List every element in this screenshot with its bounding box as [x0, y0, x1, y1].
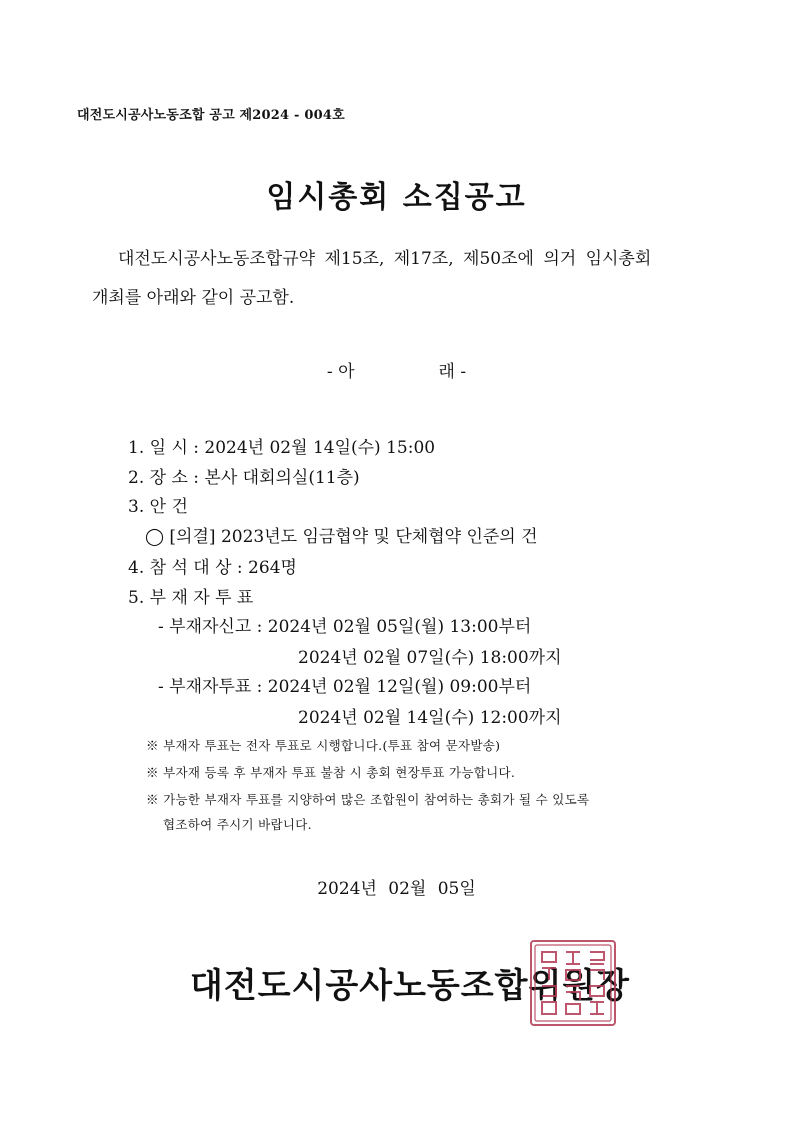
signer-name: 대전도시공사노동조합위원장: [190, 966, 630, 1006]
item-place: 2. 장 소 : 본사 대회의실(11층): [128, 468, 360, 488]
note-participation: ※ 가능한 부재자 투표를 지양하여 많은 조합원이 참여하는 총회가 될 수 있도록: [146, 792, 590, 807]
notice-date: 2024년 02월 05일: [317, 879, 476, 899]
item-agenda: ◯ [의결] 2023년도 임금협약 및 단체협약 인준의 건: [145, 527, 538, 547]
below-heading: [0, 357, 793, 382]
below-heading-left: - 아: [326, 362, 355, 382]
note-onsite-vote: ※ 부자재 등록 후 부재자 투표 불참 시 총회 현장투표 가능합니다.: [146, 765, 516, 780]
document-number: 대전도시공사노동조합 공고 제2024 - 004호: [77, 108, 345, 123]
note-participation-cont: 협조하여 주시기 바랍니다.: [163, 817, 312, 832]
absentee-report-end: 2024년 02월 07일(수) 18:00까지: [298, 648, 562, 668]
page-title: 임시총회 소집공고: [266, 180, 527, 215]
item-datetime: 1. 일 시 : 2024년 02월 14일(수) 15:00: [128, 438, 436, 458]
item-agenda-head: 3. 안 건: [128, 497, 188, 517]
absentee-vote-end: 2024년 02월 14일(수) 12:00까지: [298, 708, 562, 728]
absentee-report-start: - 부재자신고 : 2024년 02월 05일(월) 13:00부터: [158, 617, 532, 637]
intro-line-1: 대전도시공사노동조합규약 제15조, 제17조, 제50조에 의거 임시총회: [118, 249, 652, 269]
item-absentee-head: 5. 부 재 자 투 표: [128, 588, 254, 608]
intro-line-2: 개최를 아래와 같이 공고함.: [92, 288, 295, 308]
official-seal-icon: [528, 938, 618, 1028]
absentee-vote-start: - 부재자투표 : 2024년 02월 12일(월) 09:00부터: [158, 677, 532, 697]
item-attendees: 4. 참 석 대 상 : 264명: [128, 558, 297, 578]
below-heading-right: 래 -: [438, 362, 467, 382]
note-electronic-vote: ※ 부재자 투표는 전자 투표로 시행합니다.(투표 참여 문자발송): [146, 738, 501, 753]
